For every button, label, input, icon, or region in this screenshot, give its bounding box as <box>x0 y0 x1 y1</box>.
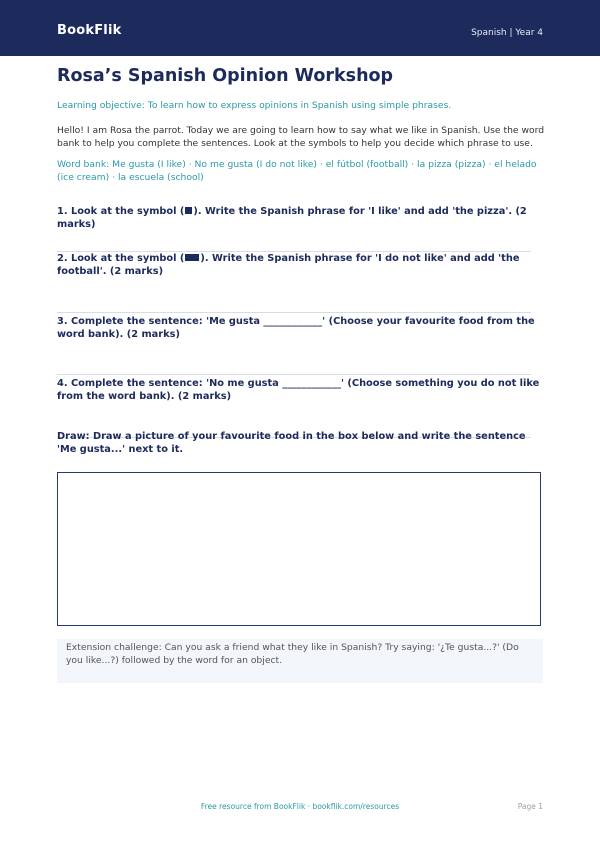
page-number: Page 1 <box>517 802 543 811</box>
word-bank: Word bank: Me gusta (I like) · No me gusta (I do not like) · el fútbol (football) · la pizza (pizza) · el helado (ice cream) · la escuela (school) <box>57 159 537 183</box>
question-1-text-end: ). Write the Spanish phrase for 'I like' and add 'the pizza'. (2 marks) <box>57 206 527 230</box>
question-2 <box>57 252 547 278</box>
page-header <box>0 0 600 56</box>
intro-text: Hello! I am Rosa the parrot. Today we are going to learn how to say what we like in Spanish. Use the word bank to help you complete the sentences. Look at the symbols to help you decide which phrase to use. <box>57 125 545 149</box>
draw-instruction: Draw: Draw a picture of your favourite food in the box below and write the sentence 'Me gusta...' next to it. <box>57 431 526 455</box>
question-2-text-start: 2. Look at the symbol ( <box>57 253 185 264</box>
answer-line-2 <box>57 312 531 313</box>
question-1-text-start: 1. Look at the symbol ( <box>57 206 185 217</box>
page-title: Rosa’s Spanish Opinion Workshop <box>57 66 394 86</box>
extension-challenge: Extension challenge: Can you ask a friend what they like in Spanish? Try saying: '¿Te gusta...?' (Do you like...?) followed by the word for an object. <box>57 639 543 683</box>
answer-line-3 <box>57 374 531 375</box>
question-1 <box>57 205 547 231</box>
subject-year-label: Spanish | Year 4 <box>471 28 543 38</box>
question-4: 4. Complete the sentence: 'No me gusta ____________' (Choose something you do not like from the word bank). (2 marks) <box>57 378 540 402</box>
question-2-text-end: ). Write the Spanish phrase for 'I do not like' and add 'the football'. (2 marks) <box>57 253 520 277</box>
drawing-box[interactable] <box>57 472 541 626</box>
question-3: 3. Complete the sentence: 'Me gusta ____________' (Choose your favourite food from the word bank). (2 marks) <box>57 316 535 340</box>
brand-logo: BookFlik <box>57 23 122 38</box>
footer-resource-link[interactable]: Free resource from BookFlik · bookflik.com/resources <box>200 802 400 811</box>
dislike-symbol-icon <box>185 254 199 261</box>
like-symbol-icon <box>185 207 192 214</box>
learning-objective: Learning objective: To learn how to express opinions in Spanish using simple phrases. <box>57 100 452 111</box>
